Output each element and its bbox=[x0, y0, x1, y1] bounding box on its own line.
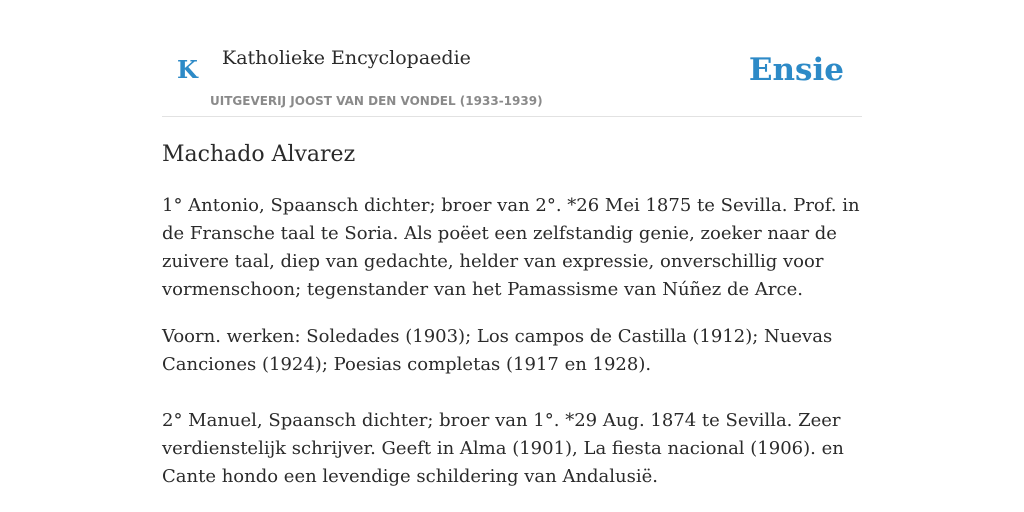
article bbox=[162, 138, 862, 491]
brand-logo[interactable]: Ensie bbox=[748, 52, 844, 88]
publisher-subtitle: UITGEVERIJ JOOST VAN DEN VONDEL (1933-1939) bbox=[210, 94, 543, 108]
encyclopedia-logo[interactable]: K bbox=[177, 55, 198, 84]
article-paragraph: 1° Antonio, Spaansch dichter; broer van 2°. *26 Mei 1875 te Sevilla. Prof. in de Fransche taal te Soria. Als poëet een zelfstandig genie, zoeker naar de zuivere taal, diep van gedachte, helder van expressie, onverschillig voor vormenschoon; tegenstander van het Pamassisme van Núñez de Arce. bbox=[162, 195, 860, 300]
article-paragraph: Voorn. werken: Soledades (1903); Los campos de Castilla (1912); Nuevas Canciones (1924); Poesias completas (1917 en 1928). bbox=[162, 326, 833, 375]
article-title: Machado Alvarez bbox=[162, 142, 356, 167]
article-paragraph: 2° Manuel, Spaansch dichter; broer van 1°. *29 Aug. 1874 te Sevilla. Zeer verdienstelijk schrijver. Geeft in Alma (1901), La fiesta nacional (1906). en Cante hondo een levendige schildering van Andalusië. bbox=[162, 410, 844, 487]
site-header bbox=[162, 0, 862, 117]
encyclopedia-title[interactable]: Katholieke Encyclopaedie bbox=[222, 47, 471, 69]
